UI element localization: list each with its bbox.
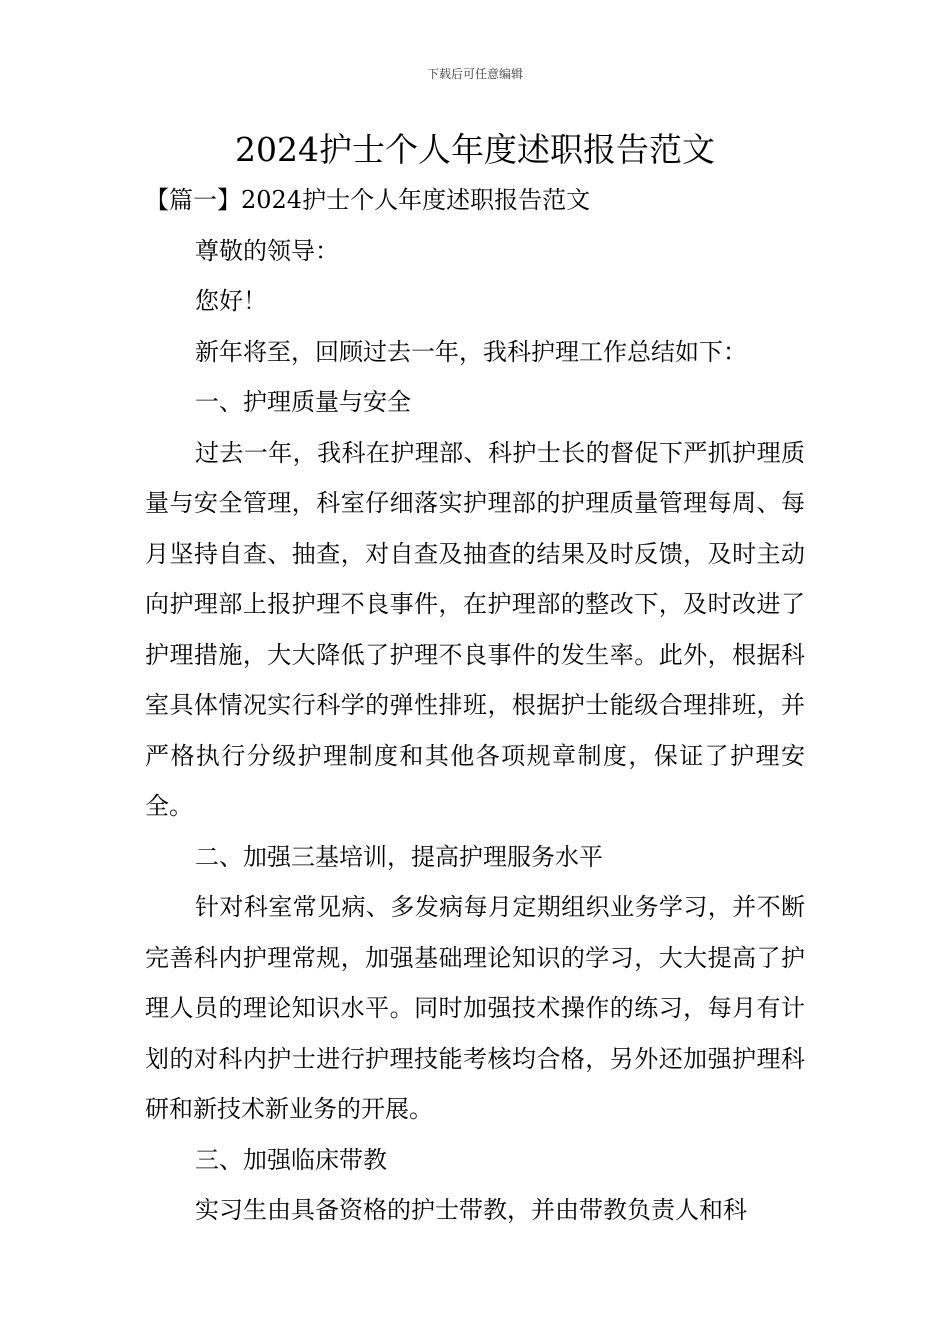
body-paragraph-1: 过去一年，我科在护理部、科护士长的督促下严抓护理质量与安全管理，科室仔细落实护理部的护理质量管理每周、每月坚持自查、抽查，对自查及抽查的结果及时反馈，及时主动向护理部上报护理不良事件，在护理部的整改下，及时改进了护理措施，大大降低了护理不良事件的发生率。此外，根据科室具体情况实行科学的弹性排班，根据护士能级合理排班，并严格执行分级护理制度和其他各项规章制度，保证了护理安全。 [145,438,805,820]
section-heading-2: 二、加强三基培训，提高护理服务水平 [195,842,603,871]
body-paragraph-2: 针对科室常见病、多发病每月定期组织业务学习，并不断完善科内护理常规，加强基础理论知识的学习，大大提高了护理人员的理论知识水平。同时加强技术操作的练习，每月有计划的对科内护士进行护理技能考核均合格，另外还加强护理科研和新技术新业务的开展。 [145,893,805,1123]
document-title: 2024护士个人年度述职报告范文 [235,130,715,169]
greeting: 您好！ [195,287,267,315]
body-paragraph-3: 实习生由具备资格的护士带教，并由带教负责人和科 [195,1196,747,1224]
section-heading-3: 三、加强临床带教 [195,1145,387,1174]
intro-paragraph: 新年将至，回顾过去一年，我科护理工作总结如下： [195,337,747,366]
section-label: 【篇一】2024护士个人年度述职报告范文 [145,186,591,214]
section-heading-1: 一、护理质量与安全 [195,388,411,416]
document-body [145,175,805,1236]
header-note: 下载后可任意编辑 [426,67,523,81]
salutation: 尊敬的领导： [195,236,339,265]
